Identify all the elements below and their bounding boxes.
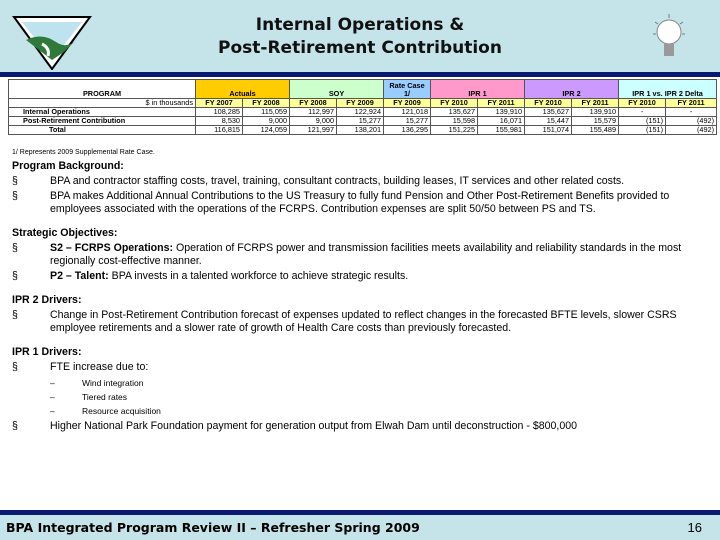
footer-title: BPA Integrated Program Review II – Refresher Spring 2009 — [6, 520, 420, 535]
table-cell: 155,981 — [478, 126, 525, 135]
footer — [0, 515, 720, 540]
year-header: FY 2008 — [243, 99, 290, 108]
group-ipr1: IPR 1 — [431, 80, 525, 99]
group-rate-case: Rate Case 1/ — [384, 80, 431, 99]
bullet-item: § BPA and contractor staffing costs, travel, training, consultant contracts, building leases, IT services and other related costs. — [12, 175, 625, 187]
table-cell: 15,447 — [525, 117, 572, 126]
table-cell: 15,579 — [572, 117, 619, 126]
group-delta: IPR 1 vs. IPR 2 Delta — [619, 80, 717, 99]
group-soy: SOY — [290, 80, 384, 99]
section-heading: Program Background: — [12, 160, 124, 172]
year-header: FY 2009 — [384, 99, 431, 108]
table-cell: 15,277 — [384, 117, 431, 126]
table-cell: 121,018 — [384, 108, 431, 117]
table-cell: (492) — [666, 126, 717, 135]
group-actuals: Actuals — [196, 80, 290, 99]
table-cell: 108,285 — [196, 108, 243, 117]
table-cell: 138,201 — [337, 126, 384, 135]
year-header: FY 2009 — [337, 99, 384, 108]
table-cell: 135,627 — [525, 108, 572, 117]
table-cell: 8,530 — [196, 117, 243, 126]
table-cell: 135,627 — [431, 108, 478, 117]
section-heading: Strategic Objectives: — [12, 227, 118, 239]
table-cell: 15,598 — [431, 117, 478, 126]
table-cell: 121,997 — [290, 126, 337, 135]
table-cell: 136,295 — [384, 126, 431, 135]
table-cell: 9,000 — [290, 117, 337, 126]
year-header: FY 2010 — [431, 99, 478, 108]
table-cell: (151) — [619, 126, 666, 135]
year-header: FY 2011 — [478, 99, 525, 108]
page-number: 16 — [687, 520, 702, 535]
table-cell: 124,059 — [243, 126, 290, 135]
table-cell: 16,071 — [478, 117, 525, 126]
header-divider — [0, 72, 720, 77]
header-band — [0, 0, 720, 72]
page-title: Internal Operations & Post-Retirement Contribution — [218, 15, 502, 58]
year-header: FY 2011 — [572, 99, 619, 108]
footnote: 1/ Represents 2009 Supplemental Rate Case. — [12, 149, 155, 156]
section-heading: IPR 1 Drivers: — [12, 346, 82, 358]
sub-bullet: – Wind integration — [50, 378, 144, 388]
year-header: FY 2007 — [196, 99, 243, 108]
bullet-item: § S2 – FCRPS Operations: Operation of FCRPS power and transmission facilities meets availability and reliability standards in the most regionally cost-effective manner. — [12, 242, 682, 267]
table-cell: 139,910 — [478, 108, 525, 117]
program-table — [8, 79, 717, 135]
table-row — [9, 117, 717, 126]
table-row — [9, 126, 717, 135]
bpa-logo-icon — [12, 14, 92, 70]
sub-bullet: – Tiered rates — [50, 392, 128, 402]
row-label: Post-Retirement Contribution — [9, 117, 196, 126]
row-label: Internal Operations — [9, 108, 196, 117]
bullet-item: § FTE increase due to: — [12, 361, 149, 373]
table-row — [9, 108, 717, 117]
table-cell: - — [666, 108, 717, 117]
table-cell: 151,074 — [525, 126, 572, 135]
section-heading: IPR 2 Drivers: — [12, 294, 82, 306]
table-cell: 15,277 — [337, 117, 384, 126]
table-cell: - — [619, 108, 666, 117]
table-cell: 139,910 — [572, 108, 619, 117]
group-ipr2: IPR 2 — [525, 80, 619, 99]
table-cell: 112,997 — [290, 108, 337, 117]
table-cell: 115,059 — [243, 108, 290, 117]
table-cell: 116,815 — [196, 126, 243, 135]
bullet-item: § BPA makes Additional Annual Contributions to the US Treasury to fully fund Pension and Other Post-Retirement Benefits provided to employees associated with the operations of the FCRPS. Contribution expenses are split 50/50 between PS and TS. — [12, 190, 670, 215]
table-cell: 9,000 — [243, 117, 290, 126]
year-header: FY 2010 — [619, 99, 666, 108]
program-header: PROGRAM — [9, 80, 196, 99]
year-header: FY 2011 — [666, 99, 717, 108]
row-label: Total — [9, 126, 196, 135]
bullet-item: § Higher National Park Foundation payment for generation output from Elwah Dam until deconstruction - $800,000 — [12, 420, 578, 432]
year-header: FY 2010 — [525, 99, 572, 108]
table-cell: 151,225 — [431, 126, 478, 135]
year-header: FY 2008 — [290, 99, 337, 108]
table-cell: (492) — [666, 117, 717, 126]
lightbulb-icon — [652, 12, 686, 68]
sub-bullet: – Resource acquisition — [50, 406, 161, 416]
table-cell: 155,489 — [572, 126, 619, 135]
bullet-item: § P2 – Talent: BPA invests in a talented workforce to achieve strategic results. — [12, 270, 409, 282]
content-body — [12, 160, 702, 433]
table-cell: 122,924 — [337, 108, 384, 117]
units-label: $ in thousands — [9, 99, 196, 108]
bullet-item: § Change in Post-Retirement Contribution forecast of expenses updated to reflect changes in the forecasted BFTE levels, slower CSRS employee retirements and a slower rate of growth of Health Care costs than previously forecasted. — [12, 309, 677, 334]
table-cell: (151) — [619, 117, 666, 126]
